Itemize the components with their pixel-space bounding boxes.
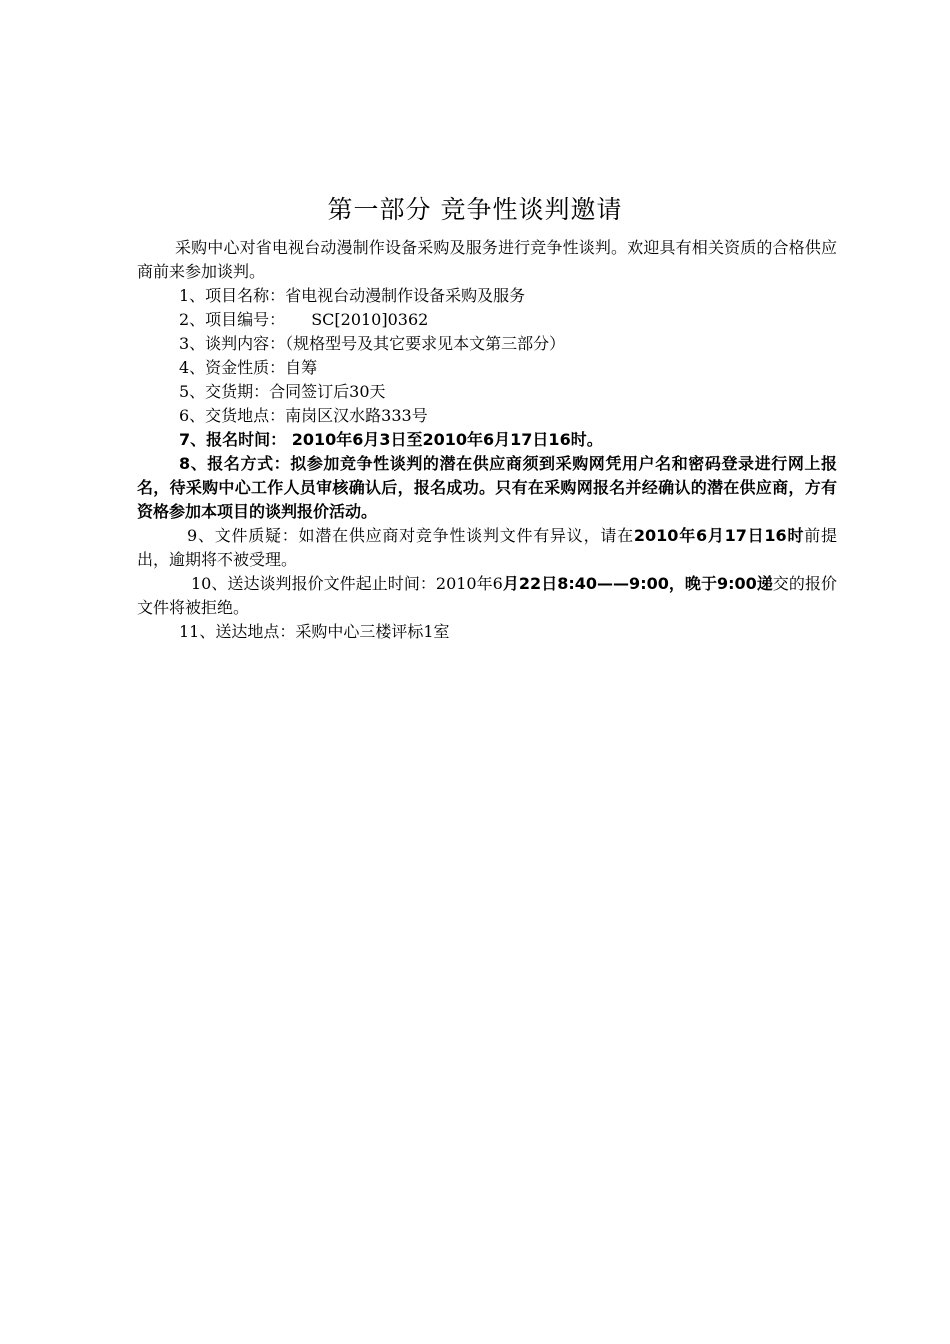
item-document-query-text-a: 9、文件质疑：如潜在供应商对竞争性谈判文件有异议，请在: [187, 526, 634, 545]
intro-paragraph: 采购中心对省电视台动漫制作设备采购及服务进行竞争性谈判。欢迎具有相关资质的合格供应商前来参加谈判。: [137, 238, 837, 281]
item-project-number-value: SC[2010]0362: [311, 310, 429, 329]
item-delivery-location: 6、交货地点：南岗区汉水路333号: [179, 406, 428, 425]
item-project-number: [137, 308, 837, 332]
item-document-query: [137, 524, 837, 572]
item-registration-time: 7、报名时间： 2010年6月3日至2010年6月17日16时。: [179, 430, 603, 449]
item-negotiation-content: 3、谈判内容：（规格型号及其它要求见本文第三部分）: [179, 334, 566, 353]
item-submission-time-text-a: 10、送达谈判报价文件起止时间：2010年6: [191, 574, 503, 593]
page-title: 第一部分 竞争性谈判邀请: [327, 195, 623, 224]
item-document-query-text-c: 前提出，逾期将不被受理。: [137, 526, 837, 569]
item-submission-time-text-c: 交的报价文件将被拒绝。: [137, 574, 837, 617]
document-body: [137, 236, 837, 644]
item-registration-method: 8、报名方式：拟参加竞争性谈判的潜在供应商须到采购网凭用户名和密码登录进行网上报名，待采购中心工作人员审核确认后，报名成功。只有在采购网报名并经确认的潜在供应商，方有资格参加本项目的谈判报价活动。: [137, 454, 837, 521]
item-submission-time-text-b: 月22日8:40——9:00，晚于9:00递: [502, 574, 773, 593]
item-delivery-period: 5、交货期：合同签订后30天: [179, 382, 386, 401]
item-submission-location: 11、送达地点：采购中心三楼评标1室: [179, 622, 450, 641]
item-project-number-label: 2、项目编号：: [179, 310, 286, 329]
item-project-name: 1、项目名称：省电视台动漫制作设备采购及服务: [179, 286, 526, 305]
item-funding-nature: 4、资金性质：自筹: [179, 358, 318, 377]
item-document-query-deadline: 2010年6月17日16时: [633, 526, 805, 545]
item-submission-time: [137, 572, 837, 620]
